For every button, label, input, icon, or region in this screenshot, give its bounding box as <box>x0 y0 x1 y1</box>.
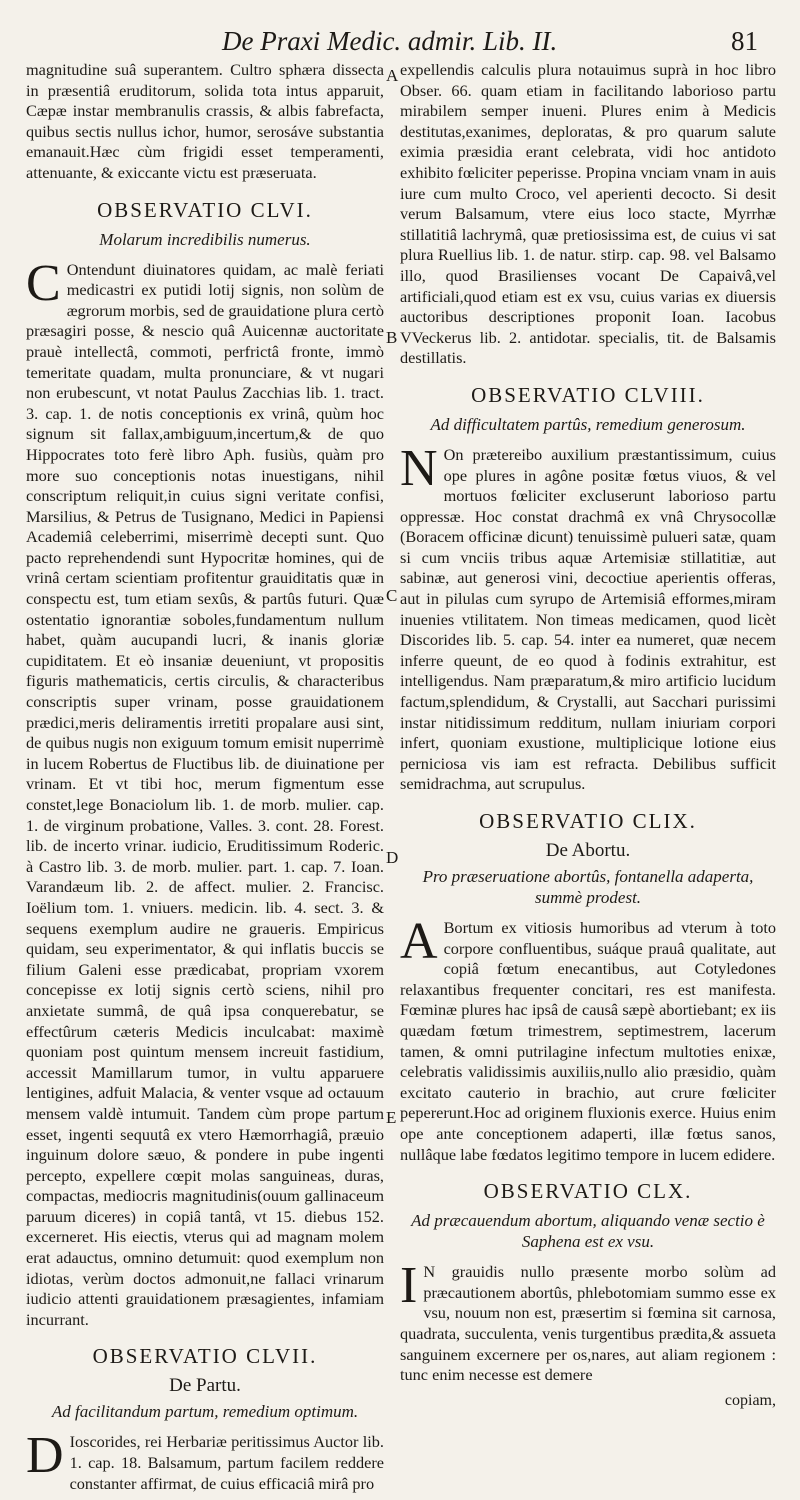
obs-157-dropcap: D <box>26 1427 64 1485</box>
page-number: 81 <box>731 26 758 56</box>
obs-158-dropcap: N <box>400 439 438 497</box>
obs-157-subheading: De Partu. <box>169 1375 241 1397</box>
obs-157-text: Ioscorides, rei Herbariæ peritissimus Auctor lib. 1. cap. 18. Balsamum, partum facilem reddere constanter affirmat, de cuius efficaciâ mirâ pro <box>69 1432 384 1493</box>
obs-160-text: N grauidis nullo præsente morbo solùm ad præcautionem abortûs, phlebotomiam summo esse ex vsu, nouum non est, præsertim si fœmina sit carnosa, quadrata, succulenta, venis turgentibus prædita,& assueta sanguinem excernere per os,nares, aut aliam regionem : tunc enim necesse est demere <box>400 1262 776 1385</box>
obs-159-title: Pro præseruatione abortûs, fontanella adaperta, summè prodest. <box>422 867 754 907</box>
margin-letter-a: A <box>386 66 399 85</box>
catchword: copiam, <box>724 1391 776 1409</box>
obs-159-heading: OBSERVATIO CLIX. <box>479 809 697 833</box>
obs-159-subheading: De Abortu. <box>545 840 631 861</box>
obs-160-heading: OBSERVATIO CLX. <box>483 1179 693 1204</box>
left-column <box>26 60 384 1500</box>
obs-156-dropcap: C <box>26 254 61 312</box>
obs-160-body <box>400 1257 776 1386</box>
obs-159-dropcap: A <box>400 913 438 970</box>
obs-158-title: Ad difficultatem partûs, remedium generosum. <box>430 414 746 434</box>
obs-159-text: Bortum ex vitiosis humoribus ad vterum à toto corpore confluentibus, suáque prauâ qualitate, aut copiâ fœtum enecantibus, aut Cotyledones relaxantibus frequenter concitari, res est manifesta. Fœminæ plures hac ipsâ de causâ sæpè abortiebant; ex iis quædam fœtum trimestrem, septimestrem, lacerum tamen, & omni putrilagine infectum multoties enixæ, celebratis validissimis auxiliis,nullo alio præsidio, quàm excitato cauterio in brachio, aut crure fœliciter pepererunt.Hoc ad originem fluxionis exerce. Huius enim ope ante conceptionem adaperti, illæ fœtus sanos, nullâque labe fœdatos legitimo tempore in lucem edidere. <box>400 918 776 1164</box>
margin-letter-b: B <box>386 328 398 347</box>
obs-157-heading: OBSERVATIO CLVII. <box>92 1344 318 1369</box>
obs-160-dropcap: I <box>400 1257 418 1315</box>
obs-158-text: On prætereibo auxilium præstantissimum, cuius ope plures in agône positæ fœtus viuos, & vel mortuos fœliciter excluserunt laborioso partu oppressæ. Hoc constat drachmâ ex vnâ Chrysocollæ (Boracem officinæ dicunt) tenuissimè pulueri satæ, quam si cum vnciis tribus aquæ Artemisiæ stillatitiæ, aut sabinæ, aut generosi vini, decoctiue aperientis offeras, aut in pilulas cum syrupo de Artemisiâ efformes,miram inuenies vtilitatem. Non timeas medicamen, quod licèt Discorides lib. 5. cap. 54. inter ea numeret, quæ necem inferre queunt, de eo quod à fodinis extrahitur, est intelligendus. Nam præparatum,& miro artificio lucidum factum,splendidum, & Crystalli, aut Sacchari purissimi instar nitidissimum redditum, nullam iniuriam corpori infert, quoniam exustione, multiplicique lotione eius perniciosa vis iam est refracta. Debilibus sufficit semidrachma, aut scrupulus. <box>400 444 776 794</box>
obs-158-body <box>400 439 776 795</box>
obs-158-heading: OBSERVATIO CLVIII. <box>471 382 705 407</box>
obs-160-title: Ad præcauendum abortum, aliquando venæ sectio è Saphena est ex vsu. <box>411 1211 765 1252</box>
obs-156-body <box>26 254 384 1331</box>
margin-letter-d: D <box>386 848 399 867</box>
margin-letter-e: E <box>386 1108 397 1127</box>
obs-156-heading: OBSERVATIO CLVI. <box>97 197 313 222</box>
obs-156-title: Molarum incredibilis numerus. <box>99 229 311 249</box>
obs-159-body <box>400 913 776 1165</box>
running-head <box>0 20 800 60</box>
obs-156-text: Ontendunt diuinatores quidam, ac malè feriati medicastri ex putidi lotij signis, non solùm de ægrorum morbis, sed de grauidatione plura certò præsagiri posse, & nescio quâ Auicennæ auctoritate prauè intellectâ, commoti, perfrictâ fronte, immò temeritate quadam, multa pronunciare, & vt nugari non erubescunt, vt notat Paulus Zacchias lib. 1. tract. 3. cap. 1. de notis conceptionis ex vrinâ, quùm hoc signum sit fallax,ambiguum,incertum,& de quo Hippocrates toto ferè libro Aph. fusiùs, quàm pro more suo conceptionis notas inuestigans, nihil conscriptum reliquit,in cuius signi veritate confisi, Marsilius, & Petrus de Tusignano, Medici in Papiensi Academiâ celeberrimi, miserrimè decepti sunt. Quo pacto reprehendendi sunt Hypocritæ homines, qui de vrinâ certam scientiam profitentur grauiditatis quæ in conspectu est, tum etiam sexûs, & partûs futuri. Quæ ostentatio ignorantiæ soboles,fundamentum nullum habet, quàm aucupandi lucri, & inanis gloriæ cupiditatem. Et eò insaniæ deueniunt, vt propositis figuris mathematicis, certis circulis, & characteribus conscriptis super vrinam, posse grauidationem prædici,meris deliramentis irretiti propalare ausi sint, de quibus nugis non exiguum tomum emisit nuperrimè in lucem Robertus de Fluctibus lib. de diuinatione per vrinam. Et vt tibi hoc, merum figmentum esse constet,lege Bonaciolum lib. 1. de morb. mulier. cap. 1. de virginum probatione, Valles. 3. cont. 28. Forest. lib. de incerto vrinar. iudicio, Eruditissimum Roderic. à Castro lib. 3. de morb. mulier. part. 1. cap. 7. Ioan. Varandæum lib. 2. de affect. mulier. 2. Francisc. Ioëlium tom. 1. vniuers. medicin. lib. 4. sect. 3. & sequens exemplum audire ne graueris. Empiricus quidam, seu experimentator, & qui inflatis buccis se filium Galeni esse prædicabat, propriam vxorem concepisse ex lotij signis certò sciens, nihil pro anxietate summâ, de quâ ipsa conquerebatur, se effectûrum cæteris Medicis inculcabat: maximè quoniam post quintum mensem increuit fastidium, accessit Mamillarum tumor, in vultu apparuere lentigines, adfuit Malacia, & venter vsque ad octauum mensem valdè intumuit. Tandem cùm prope partum esset, ingenti sequutâ ex vtero Hæmorrhagiâ, præuio inguinum dolore sæuo, & pondere in pube ingenti percepto, expellere cœpit molas sanguineas, duras, compactas, mediocris magnitudinis(ouum gallinaceum paruum diceres) in copiâ tantâ, vt 15. diebus 152. excerneret. His eiectis, vterus qui ad magnam molem erat adauctus, omnino detumuit: quod exemplum non idiotas, verùm doctos admonuit,ne fallaci vrinarum iudicio attenti grauidationem præsagientes, infamiam incurrant. <box>26 259 384 1329</box>
obs-157-title: Ad facilitandum partum, remedium optimum. <box>51 1402 359 1422</box>
running-title: De Praxi Medic. admir. Lib. II. <box>222 26 558 56</box>
right-column <box>400 60 776 1410</box>
margin-letter-c: C <box>386 586 398 605</box>
left-intro-paragraph: magnitudine suâ superantem. Cultro sphæra dissecta in præsentiâ eruditorum, solida tota intus apparuit, Cæpæ instar membranulis crassis, & albis fabrefacta, quibus sectis nullus ichor, humor, serosáve substantia emanauit.Hæc cùm frigidi esset temperamenti, attenuante, & exiccante victu est præseruata. <box>26 60 384 182</box>
right-intro-paragraph: expellendis calculis plura notauimus suprà in hoc libro Obser. 66. quam etiam in facilitando laborioso partu mirabilem semper inueni. Plures enim à Medicis destitutas,exanimes, deploratas, & pro quarum salute eximia præsidia erant celebrata, vidi hoc antidoto exhibito fœliciter peperisse. Propina vnciam vnam in auis iure cum multo Croco, vel aperienti decocto. Si desit verum Balsamum, vtere eius loco stacte, Myrrhæ stillatitiâ lachrymâ, quæ pretiosissima est, de cuius vi sat plura Ruellius lib. 1. de natur. stirp. cap. 98. vel Balsamo illo, quod Brasilienses vocant De Capaivâ,vel artificiali,quod etiam est ex vsu, cuius varias ex diuersis auctoribus descriptiones proponit Ioan. Iacobus VVeckerus lib. 2. antidotar. specialis, tit. de Balsamis destillatis. <box>400 60 776 368</box>
obs-157-body <box>26 1427 384 1494</box>
